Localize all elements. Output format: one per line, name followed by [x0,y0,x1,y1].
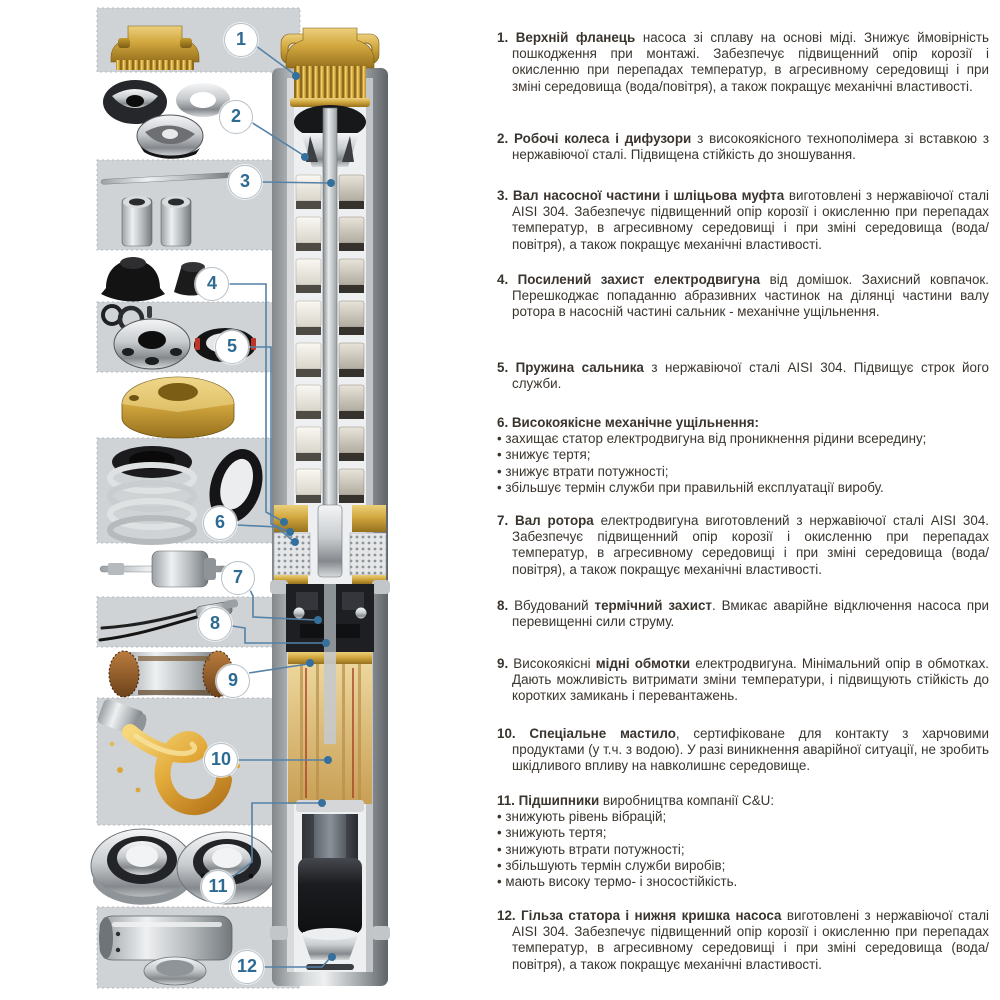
description-item-6 [497,415,989,496]
item-number: 3. [497,188,513,203]
description-item-8 [497,598,989,630]
callout-11: 11 [201,870,235,904]
description-item-2 [497,131,989,163]
item-number: 8. [497,598,515,613]
callout-4: 4 [195,267,229,301]
callout-3: 3 [228,165,262,199]
item-text: 3. Вал насосної частини і шліцьова муфта виготовлені з нержавіючої сталі AISI 304. Забезпечує підвищенний опір корозії і окисленню при перепадах температур, в агресивному середовищі і при зміні середовища (вода/повітря), а також покращує механічні властивості. [497,188,989,252]
callout-10: 10 [204,743,238,777]
rotor-shaft-photo [100,551,238,587]
description-item-11 [497,793,989,890]
item-text: 5. Пружина сальника з нержавіючої сталі AISI 304. Підвищує строк його служби. [497,360,989,392]
bearing-seat [296,800,364,812]
item-number: 2. [497,131,515,146]
callout-12: 12 [230,950,264,984]
item-text: 8. Вбудований термічний захист. Вмикає аварійне відключення насоса при перевищенні сили струму. [497,598,990,630]
callout-6: 6 [203,506,237,540]
description-item-1 [497,30,989,95]
bullet-line: • мають високу термо- і зносостійкість. [497,874,738,890]
item-number: 5. [497,360,516,375]
bullet-line: • знижують рівень вібрацій; [497,809,667,825]
descriptions-column [497,0,989,1000]
bullet-line: • збільшують термін служби виробів; [497,857,726,873]
callout-9: 9 [216,664,250,698]
description-item-4 [497,272,989,321]
callout-8: 8 [198,607,232,641]
item-text: 4. Посилений захист електродвигуна від домішок. Захисний ковпачок. Перешкоджає попаданню абразивних частинок на ділянці частини валу ротора в насосній частині сальник - механічне ущільнення. [497,272,989,320]
item-number: 6. [497,415,512,430]
item-text: 10. Спеціальне мастило, сертифіковане для контакту з харчовими продуктами (у т.ч. з водою). У разі виникнення аварійної ситуації, не зробить шкідливого впливу на навколишнє середовище. [497,726,989,774]
bullet-line: • захищає статор електродвигуна від проникнення рідини всередину; [497,431,927,447]
item-text: 6. Високоякісне механічне ущільнення: [497,415,759,430]
pump-shaft [323,108,337,563]
item-text: 12. Гільза статора і нижня кришка насоса виготовлені з нержавіючої сталі AISI 304. Забезпечує підвищенний опір корозії і окисленню при перепадах температур, в агресивному середовищі і при зміні середовища (вода/повітря), а також покращує механічні властивості. [497,908,989,972]
description-item-7 [497,513,989,578]
description-item-3 [497,188,989,253]
pump-top-flange [281,28,379,107]
motor-windings [288,652,372,804]
item-text: 11. Підшипники виробництва компанії C&U: [497,793,775,808]
bullet-line: • знижує втрати потужності; [497,463,669,479]
item-number: 9. [497,656,514,671]
callout-2: 2 [219,100,253,134]
item-text: 9. Високоякісні мідні обмотки електродвигуна. Мінімальний опір в обмотках. Дають можливість витримати зміни температури, і підвищують стійкість до коротких замикань і перевантажень. [497,656,990,704]
description-item-10 [497,726,989,775]
callout-5: 5 [215,330,249,364]
bullet-line: • знижують втрати потужності; [497,841,685,857]
copper-windings-stator-photo [109,651,233,697]
bullet-line: • знижують тертя; [497,825,607,841]
bearings-photo [91,829,277,905]
impellers-diffusers-photo [103,80,230,159]
description-item-9 [497,656,989,705]
seal-block [270,580,390,652]
item-number: 1. [497,30,516,45]
callout-7: 7 [221,561,255,595]
item-text: 1. Верхній фланець насоса зі сплаву на основі міді. Знижує ймовірність пошкодження при монтажі. Забезпечує підвищенний опір корозії і окисленню при перепадах температур, в агресивному середовищі і при зміні середовища (вода/повітря), а також покращує механічні властивості. [497,30,989,94]
bullet-line: • збільшує термін служби при правильній експлуатації виробу. [497,479,884,495]
item-number: 10. [497,726,530,741]
item-text: 2. Робочі колеса і дифузори з високоякісного технополімера зі вставкою з нержавіючої сталі. Підвищена стійкість до зношування. [497,131,989,163]
suction-section [274,505,386,584]
spline-coupling [318,505,342,577]
callout-1: 1 [224,23,258,57]
item-number: 12. [497,908,522,923]
brass-seal-housing-photo [122,377,234,438]
item-number: 7. [497,513,516,528]
bullet-line: • знижує тертя; [497,447,591,463]
lower-hex-section [302,814,358,860]
item-number: 4. [497,272,518,287]
item-text: 7. Вал ротора електродвигуна виготовлений з нержавіючої сталі AISI 304. Забезпечує підвищенний опір корозії і окисленню при перепадах температур, в агресивному середовищі і при зміні середовища (вода/повітря), а також покращує механічні властивості. [497,513,989,577]
leader-3 [262,182,329,183]
item-number: 11. [497,793,519,808]
pump-cutaway-illustration [270,28,390,986]
description-item-12 [497,908,989,973]
description-item-5 [497,360,989,392]
motor-can [298,858,362,934]
